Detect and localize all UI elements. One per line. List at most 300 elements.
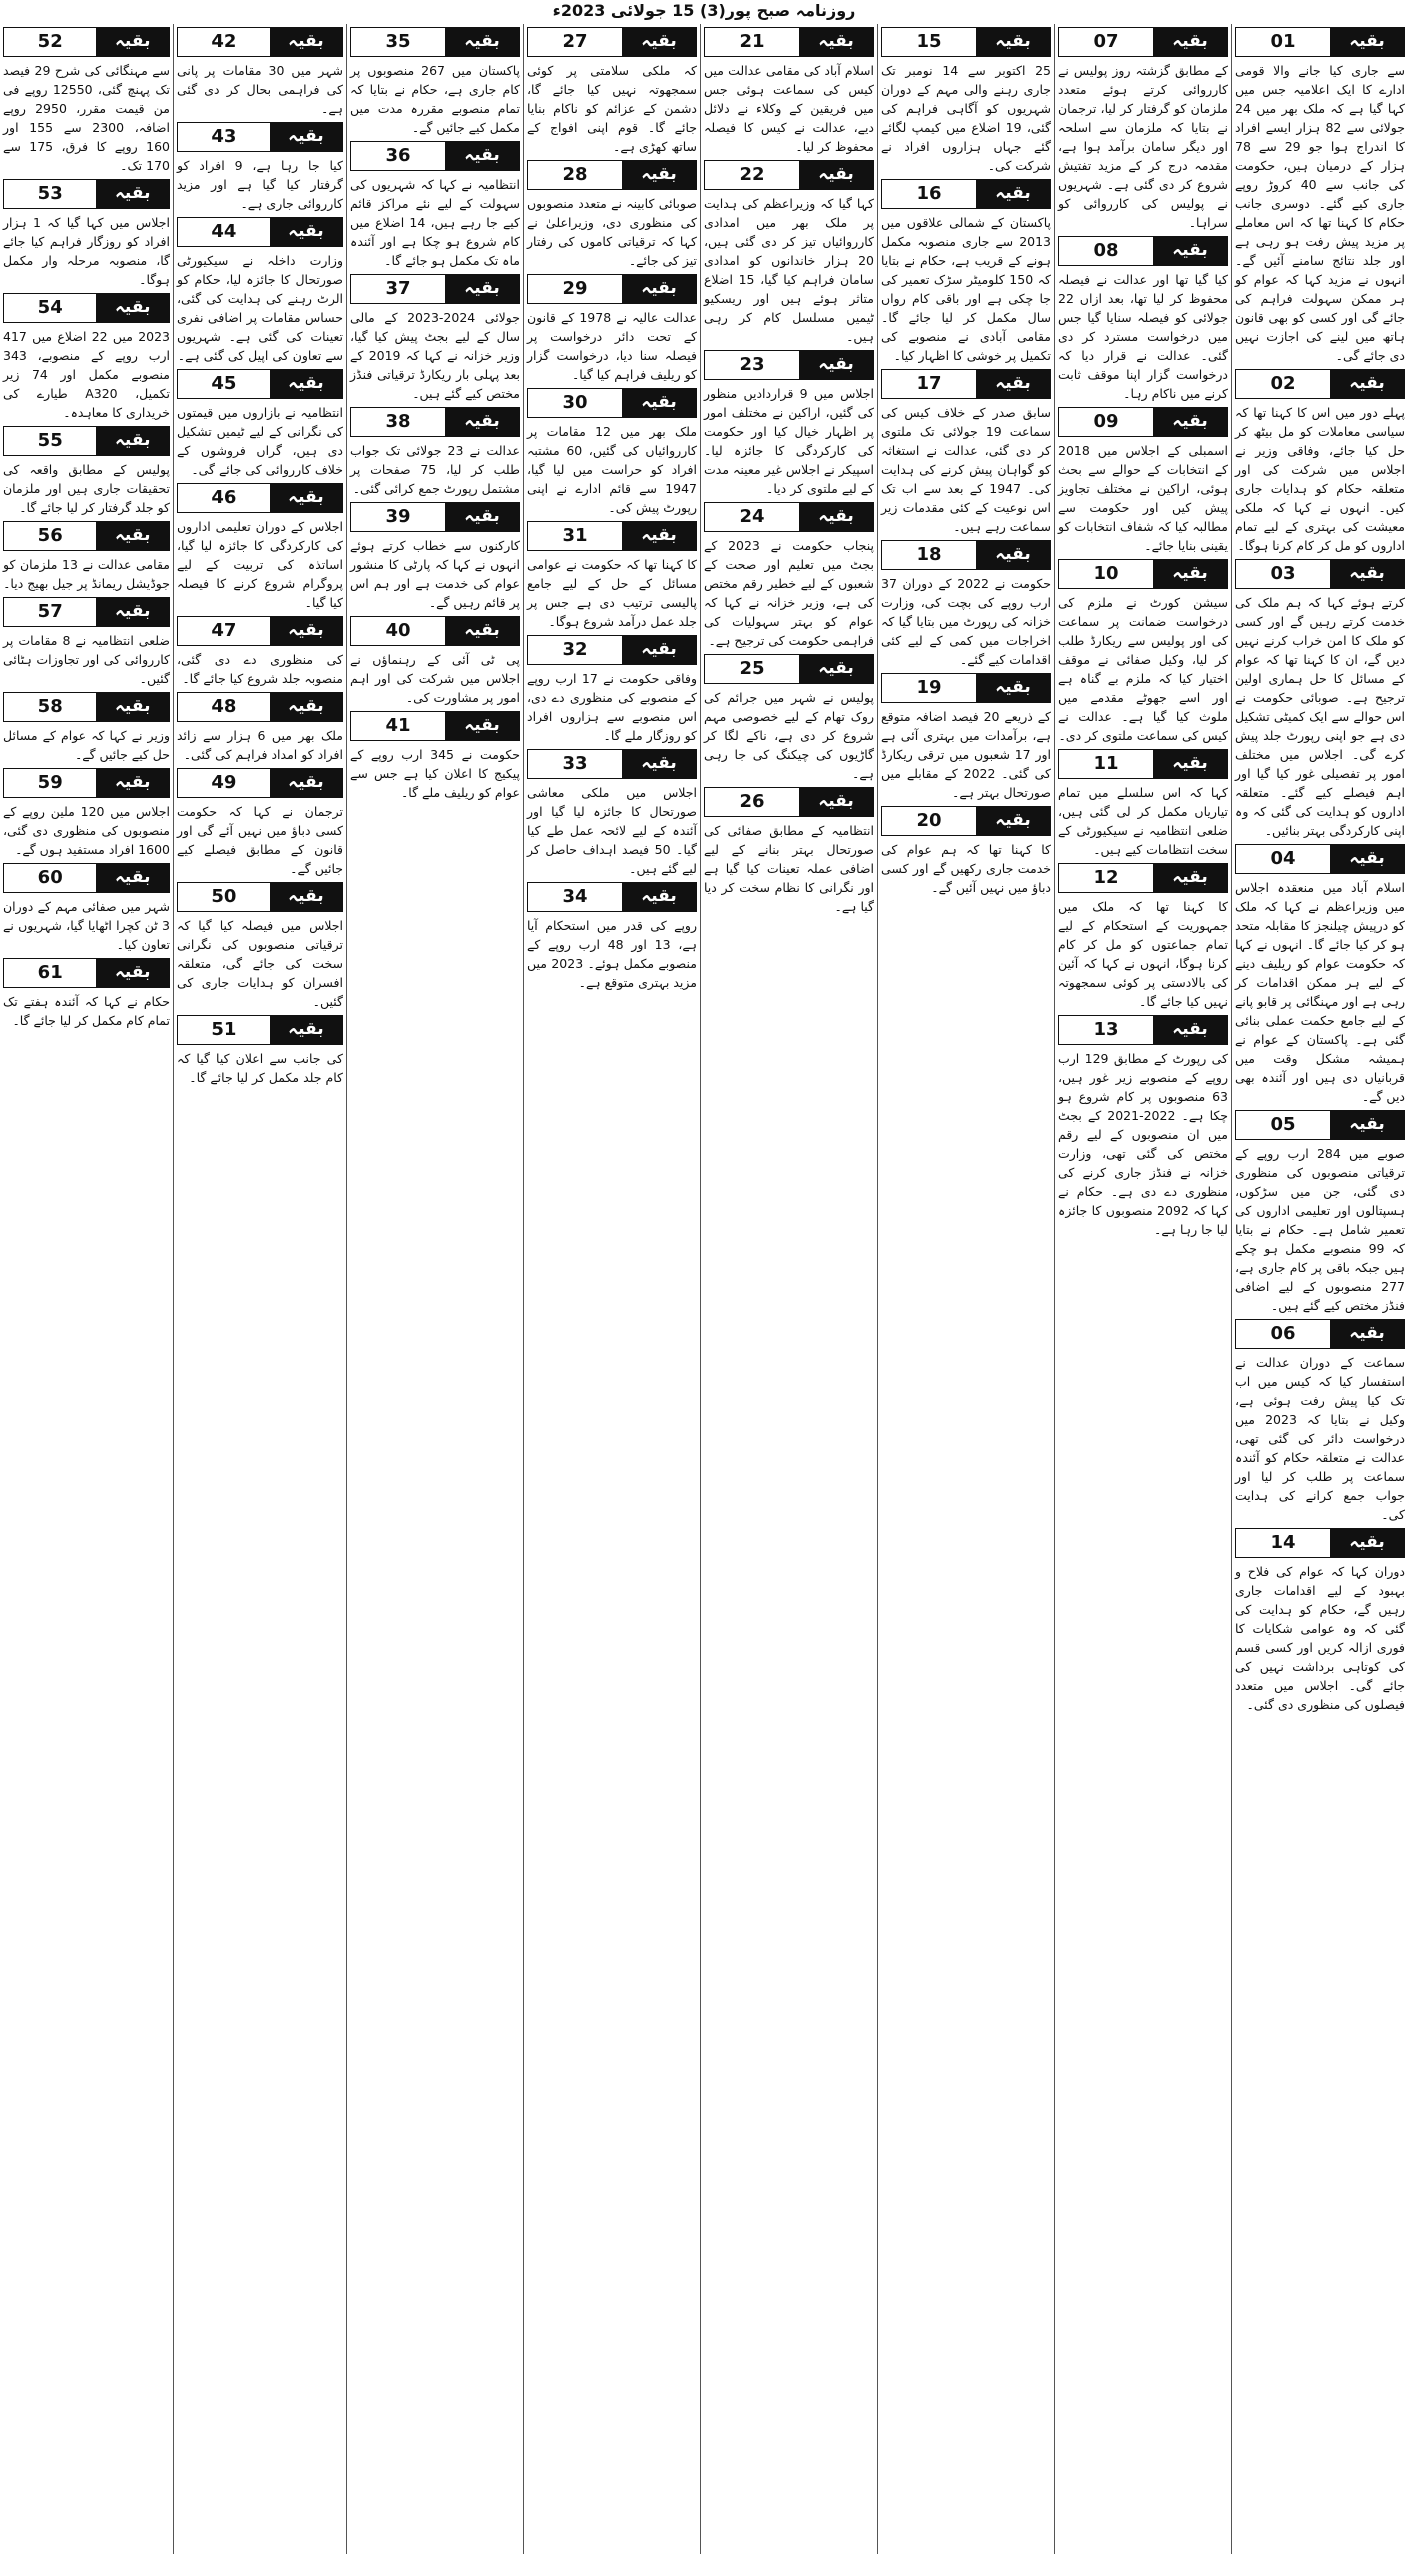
- continuation-text: ملک بھر میں 12 مقامات پر کارروائیاں کی گئیں، 60 مشتبہ افراد کو حراست میں لیا گیا، 1947 سے قائم ادارے نے اپنی رپورٹ پیش کی۔: [527, 424, 698, 515]
- column-7: [174, 24, 346, 2554]
- continuation-label: بقیہ: [96, 180, 169, 208]
- continuation-item: [3, 863, 170, 954]
- continuation-badge: [527, 635, 697, 665]
- continuation-item: [177, 1015, 343, 1087]
- continuation-badge: [3, 27, 170, 57]
- continuation-badge: [1058, 559, 1228, 589]
- continuation-label: بقیہ: [445, 617, 519, 645]
- continuation-badge: [1235, 559, 1405, 589]
- continuation-text: اجلاس میں 120 ملین روپے کے منصوبوں کی منظوری دی گئی، 1600 افراد مستفید ہوں گے۔: [3, 804, 170, 857]
- continuation-text: پنجاب حکومت نے 2023 کے بجٹ میں تعلیم اور صحت کے شعبوں کے لیے خطیر رقم مختص کی ہے، وزیر خزانہ نے کہا کہ عوام کو بہتر سہولیات کی فراہمی حکومت کی ترجیح ہے۔: [704, 538, 874, 648]
- continuation-text: حکومت نے 345 ارب روپے کے پیکیج کا اعلان کیا ہے جس سے عوام کو ریلیف ملے گا۔: [350, 747, 520, 800]
- continuation-number: 10: [1059, 560, 1153, 588]
- continuation-label: بقیہ: [799, 503, 873, 531]
- column-divider: [523, 24, 524, 2554]
- continuation-number: 11: [1059, 750, 1153, 778]
- continuation-text: پہلے دور میں اس کا کہنا تھا کہ سیاسی معاملات کو مل بیٹھ کر حل کیا جائے، وفاقی وزیر نے اجلاس میں شرکت کی اور متعلقہ حکام کو ہدایات جاری کیں۔ انہوں نے کہا کہ ملکی معیشت کی بہتری کے لیے تمام اداروں کو مل کر کام کرنا ہوگا۔: [1235, 405, 1405, 553]
- continuation-text: کے ذریعے 20 فیصد اضافہ متوقع ہے، برآمدات میں بہتری آئی ہے اور 17 شعبوں میں ترقی ریکارڈ کی گئی۔ 2022 کے مقابلے میں صورتحال بہتر ہے۔: [881, 709, 1051, 800]
- continuation-label: بقیہ: [976, 370, 1050, 398]
- continuation-text: پاکستان کے شمالی علاقوں میں 2013 سے جاری منصوبہ مکمل ہونے کے قریب ہے، حکام نے بتایا کہ 150 کلومیٹر سڑک تعمیر کی جا چکی ہے اور باقی کام رواں سال مکمل کر لیا جائے گا۔ مقامی آبادی نے منصوبے کی تکمیل پر خوشی کا اظہار کیا۔: [881, 215, 1051, 363]
- continuation-number: 28: [528, 161, 622, 189]
- continuation-item: [1235, 1319, 1405, 1524]
- continuation-number: 39: [351, 503, 445, 531]
- continuation-text: شہر میں صفائی مہم کے دوران 3 ٹن کچرا اٹھایا گیا، شہریوں نے تعاون کیا۔: [3, 899, 170, 952]
- continuation-label: بقیہ: [622, 389, 696, 417]
- continuation-badge: [527, 749, 697, 779]
- continuation-number: 45: [178, 370, 270, 398]
- continuation-label: بقیہ: [445, 503, 519, 531]
- continuation-label: بقیہ: [622, 636, 696, 664]
- continuation-text: ملک بھر میں 6 ہزار سے زائد افراد کو امداد فراہم کی گئی۔: [177, 728, 344, 762]
- continuation-badge: [177, 616, 343, 646]
- column-3: [878, 24, 1054, 2554]
- continuation-badge: [350, 274, 520, 304]
- continuation-text: کا کہنا تھا کہ ملک میں جمہوریت کے استحکام کے لیے تمام جماعتوں کو مل کر کام کرنا ہوگا، انہوں نے کہا کہ آئین کی بالادستی پر کوئی سمجھوتہ نہیں کیا جائے گا۔: [1058, 899, 1228, 1009]
- continuation-number: 61: [4, 959, 96, 987]
- continuation-label: بقیہ: [1153, 1016, 1227, 1044]
- continuation-label: بقیہ: [96, 598, 169, 626]
- continuation-label: بقیہ: [445, 408, 519, 436]
- continuation-item: [350, 407, 520, 498]
- continuation-label: بقیہ: [96, 28, 169, 56]
- column-divider: [1054, 24, 1055, 2554]
- continuation-number: 48: [178, 693, 270, 721]
- continuation-number: 58: [4, 693, 96, 721]
- continuation-number: 02: [1236, 370, 1330, 398]
- continuation-badge: [527, 521, 697, 551]
- continuation-item: [527, 274, 697, 384]
- continuation-label: بقیہ: [622, 522, 696, 550]
- continuation-text: کارکنوں سے خطاب کرتے ہوئے انہوں نے کہا کہ پارٹی کا منشور عوام کی خدمت ہے اور ہم اس پر قائم رہیں گے۔: [350, 538, 520, 610]
- continuation-label: بقیہ: [270, 1016, 342, 1044]
- continuation-label: بقیہ: [622, 750, 696, 778]
- continuation-text: کرتے ہوئے کہا کہ ہم ملک کی خدمت کرتے رہیں گے اور کسی کو ملک کا امن خراب کرنے نہیں دیں گے، ان کا کہنا تھا کہ عوام کے مسائل کا حل ہماری اولین ترجیح ہے۔ صوبائی حکومت نے اس حوالے سے ایک کمیٹی تشکیل دی ہے جو اپنی رپورٹ جلد پیش کرے گی۔ اجلاس میں مختلف امور پر تفصیلی غور کیا گیا اور اہم فیصلے کیے گئے۔ متعلقہ اداروں کو ہدایت کی گئی کہ وہ اپنی کارکردگی بہتر بنائیں۔: [1235, 595, 1405, 838]
- continuation-number: 41: [351, 712, 445, 740]
- continuation-label: بقیہ: [270, 769, 342, 797]
- continuation-item: [177, 882, 343, 1011]
- continuation-text: اجلاس میں ملکی معاشی صورتحال کا جائزہ لیا گیا اور آئندہ کے لیے لائحہ عمل طے کیا گیا۔ 50 فیصد اہداف حاصل کر لیے گئے ہیں۔: [527, 785, 697, 876]
- continuation-number: 36: [351, 142, 445, 170]
- continuation-item: [350, 27, 520, 137]
- continuation-text: جولائی 2024-2023 کے مالی سال کے لیے بجٹ پیش کیا گیا، وزیر خزانہ نے کہا کہ 2019 کے بعد پہلی بار ریکارڈ ترقیاتی فنڈز مختص کیے گئے ہیں۔: [350, 310, 521, 401]
- continuation-text: اجلاس میں 9 قراردادیں منظور کی گئیں، اراکین نے مختلف امور پر اظہار خیال کیا اور حکومت کی کارکردگی کا جائزہ لیا۔ اسپیکر نے اجلاس غیر معینہ مدت کے لیے ملتوی کر دیا۔: [704, 386, 874, 496]
- continuation-label: بقیہ: [622, 275, 696, 303]
- continuation-text: سے جاری کیا جانے والا قومی ادارے کا ایک اعلامیہ جس میں کہا گیا ہے کہ ملک بھر میں 24 جولائی سے 82 ہزار ایسے افراد کا اندراج ہوا جو 29 سے 78 ہزار کے درمیان ہیں، حکومت کی جانب سے 40 کروڑ روپے جاری کیے گئے۔ دوسری جانب حکام کا کہنا تھا کہ اس معاملے پر مزید پیش رفت ہو رہی ہے اور جلد نتائج سامنے آئیں گے۔ انہوں نے مزید کہا کہ عوام کو ہر ممکن سہولت فراہم کی جائے گی اور کسی کو بھی قانون ہاتھ میں لینے کی اجازت نہیں دی جائے گی۔: [1235, 63, 1405, 363]
- continuation-text: حکومت نے 2022 کے دوران 37 ارب روپے کی بچت کی، وزارت خزانہ کی رپورٹ میں بتایا گیا کہ اخراجات میں کمی کے لیے کئی اقدامات کیے گئے۔: [881, 576, 1051, 667]
- continuation-text: سے مہنگائی کی شرح 29 فیصد تک پہنچ گئی، 12550 روپے فی من قیمت مقرر، 2950 روپے اضافہ، 2300 سے 155 اور 160 روپے کا فرق، 175 سے 170 تک۔: [3, 63, 171, 173]
- continuation-text: سماعت کے دوران عدالت نے استفسار کیا کہ کیس میں اب تک کیا پیش رفت ہوئی ہے، وکیل نے بتایا کہ 2023 میں درخواست دائر کی گئی تھی، عدالت نے متعلقہ حکام کو آئندہ سماعت پر طلب کر لیا اور جواب جمع کرانے کی ہدایت کی۔: [1235, 1355, 1405, 1522]
- continuation-item: [177, 692, 343, 764]
- continuation-item: [527, 388, 697, 517]
- continuation-label: بقیہ: [445, 275, 519, 303]
- column-divider: [346, 24, 347, 2554]
- continuation-item: [3, 768, 170, 859]
- column-divider: [1231, 24, 1232, 2554]
- continuation-badge: [704, 654, 874, 684]
- continuation-label: بقیہ: [1330, 370, 1404, 398]
- continuation-label: بقیہ: [1153, 750, 1227, 778]
- continuation-item: [1235, 369, 1405, 555]
- column-8: [0, 24, 173, 2554]
- continuation-item: [704, 787, 874, 916]
- continuation-item: [881, 540, 1051, 669]
- continuation-text: مقامی عدالت نے 13 ملزمان کو جوڈیشل ریمانڈ پر جیل بھیج دیا۔: [3, 557, 170, 591]
- continuation-label: بقیہ: [976, 541, 1050, 569]
- continuation-item: [3, 597, 170, 688]
- continuation-badge: [350, 141, 520, 171]
- continuation-number: 05: [1236, 1111, 1330, 1139]
- column-4: [701, 24, 877, 2554]
- continuation-badge: [1235, 1528, 1405, 1558]
- continuation-number: 42: [178, 28, 270, 56]
- continuation-item: [1058, 863, 1228, 1011]
- continuation-badge: [527, 882, 697, 912]
- continuation-number: 51: [178, 1016, 270, 1044]
- continuation-badge: [177, 882, 343, 912]
- continuation-label: بقیہ: [96, 522, 169, 550]
- continuation-label: بقیہ: [799, 161, 873, 189]
- continuation-text: اسلام آباد میں منعقدہ اجلاس میں وزیراعظم نے کہا کہ ملک کو درپیش چیلنجز کا مقابلہ متحد ہو کر کیا جائے گا۔ انہوں نے کہا کہ حکومت عوام کو ریلیف دینے کے لیے ہر ممکن اقدامات کر رہی ہے اور مہنگائی پر قابو پانے کے لیے جامع حکمت عملی بنائی گئی ہے۔ پاکستان کے عوام نے ہمیشہ مشکل وقت میں قربانیاں دی ہیں اور آئندہ بھی دیں گے۔: [1235, 880, 1405, 1104]
- column-2: [1055, 24, 1231, 2554]
- continuation-number: 26: [705, 788, 799, 816]
- continuation-text: ضلعی انتظامیہ نے 8 مقامات پر کارروائی کی اور تجاوزات ہٹائی گئیں۔: [3, 633, 170, 686]
- continuation-label: بقیہ: [1153, 864, 1227, 892]
- continuation-badge: [3, 958, 170, 988]
- continuation-item: [350, 616, 520, 707]
- continuation-text: کیا گیا تھا اور عدالت نے فیصلہ محفوظ کر لیا تھا، بعد ازاں 22 جولائی کو فیصلہ سنایا گیا جس میں درخواست مسترد کر دی گئی۔ عدالت نے قرار دیا کہ درخواست گزار اپنا موقف ثابت کرنے میں ناکام رہا۔: [1058, 272, 1228, 401]
- continuation-number: 04: [1236, 845, 1330, 873]
- continuation-text: اسلام آباد کی مقامی عدالت میں کیس کی سماعت ہوئی جس میں فریقین کے وکلاء نے دلائل دیے، عدالت نے کیس کا فیصلہ محفوظ کر لیا۔: [704, 63, 874, 154]
- continuation-label: بقیہ: [270, 218, 342, 246]
- continuation-number: 07: [1059, 28, 1153, 56]
- continuation-label: بقیہ: [1330, 1320, 1404, 1348]
- continuation-label: بقیہ: [976, 807, 1050, 835]
- continuation-item: [1058, 407, 1228, 555]
- continuation-label: بقیہ: [1153, 560, 1227, 588]
- continuation-number: 34: [528, 883, 622, 911]
- continuation-label: بقیہ: [270, 484, 342, 512]
- continuation-text: صوبے میں 284 ارب روپے کے ترقیاتی منصوبوں کی منظوری دی گئی، جن میں سڑکوں، ہسپتالوں اور تعلیمی اداروں کی تعمیر شامل ہے۔ حکام نے بتایا کہ 99 منصوبے مکمل ہو چکے ہیں جبکہ باقی پر کام جاری ہے، 277 منصوبوں کے لیے اضافی فنڈز مختص کیے گئے ہیں۔: [1235, 1146, 1406, 1313]
- continuation-text: کہ ملکی سلامتی پر کوئی سمجھوتہ نہیں کیا جائے گا، دشمن کے عزائم کو ناکام بنایا جائے گا۔ قوم اپنی افواج کے ساتھ کھڑی ہے۔: [527, 63, 697, 154]
- continuation-badge: [1235, 1319, 1405, 1349]
- continuation-item: [527, 521, 697, 631]
- continuation-number: 06: [1236, 1320, 1330, 1348]
- continuation-text: پولیس کے مطابق واقعہ کی تحقیقات جاری ہیں اور ملزمان کو جلد گرفتار کر لیا جائے گا۔: [3, 462, 170, 515]
- continuation-badge: [177, 122, 343, 152]
- continuation-item: [177, 483, 343, 612]
- continuation-number: 18: [882, 541, 976, 569]
- continuation-badge: [881, 27, 1051, 57]
- continuation-label: بقیہ: [96, 959, 169, 987]
- continuation-text: سابق صدر کے خلاف کیس کی سماعت 19 جولائی تک ملتوی کر دی گئی، عدالت نے استغاثہ کو گواہان پیش کرنے کی ہدایت کی۔ 1947 کے بعد سے اب تک اس نوعیت کے کئی مقدمات زیر سماعت رہے ہیں۔: [881, 405, 1051, 534]
- continuation-label: بقیہ: [96, 769, 169, 797]
- continuation-number: 30: [528, 389, 622, 417]
- continuation-item: [350, 141, 520, 270]
- continuation-item: [1235, 1528, 1405, 1714]
- continuation-item: [527, 27, 697, 156]
- continuation-item: [350, 502, 520, 612]
- continuation-number: 40: [351, 617, 445, 645]
- continuation-number: 03: [1236, 560, 1330, 588]
- continuation-item: [704, 27, 874, 156]
- continuation-item: [177, 616, 343, 688]
- continuation-badge: [704, 160, 874, 190]
- continuation-label: بقیہ: [270, 693, 342, 721]
- continuation-item: [1058, 749, 1228, 859]
- continuation-item: [3, 521, 170, 593]
- continuation-badge: [1058, 236, 1228, 266]
- continuation-item: [177, 768, 343, 878]
- continuation-badge: [881, 806, 1051, 836]
- continuation-number: 22: [705, 161, 799, 189]
- continuation-badge: [350, 711, 520, 741]
- continuation-badge: [3, 597, 170, 627]
- continuation-label: بقیہ: [96, 294, 169, 322]
- continuation-text: وزارت داخلہ نے سیکیورٹی صورتحال کا جائزہ لیا، حکام کو الرٹ رہنے کی ہدایت کی گئی، حساس مقامات پر اضافی نفری تعینات کی گئی ہے۔ شہریوں سے تعاون کی اپیل کی گئی ہے۔: [177, 253, 343, 363]
- continuation-text: انتظامیہ نے بازاروں میں قیمتوں کی نگرانی کے لیے ٹیمیں تشکیل دی ہیں، گراں فروشوں کے خلاف کارروائی کی جائے گی۔: [177, 405, 343, 477]
- continuation-number: 15: [882, 28, 976, 56]
- continuation-label: بقیہ: [270, 370, 342, 398]
- continuation-item: [704, 502, 874, 650]
- continuation-label: بقیہ: [445, 142, 519, 170]
- continuation-label: بقیہ: [96, 427, 169, 455]
- continuation-number: 29: [528, 275, 622, 303]
- continuation-badge: [527, 160, 697, 190]
- continuation-text: 25 اکتوبر سے 14 نومبر تک جاری رہنے والی مہم کے دوران شہریوں کو آگاہی فراہم کی گئی، 19 اضلاع میں کیمپ لگائے گئے جہاں ہزاروں افراد نے شرکت کی۔: [881, 63, 1051, 173]
- continuation-text: صوبائی کابینہ نے متعدد منصوبوں کی منظوری دی، وزیراعلیٰ نے کہا کہ ترقیاتی کاموں کی رفتار تیز کی جائے۔: [527, 196, 697, 268]
- continuation-badge: [177, 27, 343, 57]
- continuation-label: بقیہ: [1330, 1111, 1404, 1139]
- continuation-item: [177, 217, 343, 365]
- continuation-badge: [881, 179, 1051, 209]
- continuation-number: 16: [882, 180, 976, 208]
- continuation-label: بقیہ: [270, 28, 342, 56]
- continuation-badge: [881, 540, 1051, 570]
- continuation-text: انتظامیہ کے مطابق صفائی کی صورتحال بہتر بنانے کے لیے اضافی عملہ تعینات کیا گیا ہے اور نگرانی کا نظام سخت کر دیا گیا ہے۔: [704, 823, 874, 914]
- continuation-label: بقیہ: [799, 788, 873, 816]
- continuation-label: بقیہ: [1153, 237, 1227, 265]
- continuation-item: [704, 654, 874, 783]
- continuation-badge: [1058, 1015, 1228, 1045]
- continuation-text: کی منظوری دے دی گئی، منصوبہ جلد شروع کیا جائے گا۔: [177, 652, 343, 686]
- continuation-badge: [3, 692, 170, 722]
- continuation-badge: [3, 293, 170, 323]
- continuation-label: بقیہ: [1153, 408, 1227, 436]
- continuation-item: [350, 274, 520, 403]
- continuation-badge: [1235, 369, 1405, 399]
- continuation-number: 14: [1236, 1529, 1330, 1557]
- continuation-number: 24: [705, 503, 799, 531]
- continuation-label: بقیہ: [622, 28, 696, 56]
- continuation-badge: [704, 27, 874, 57]
- continuation-badge: [1058, 407, 1228, 437]
- continuation-label: بقیہ: [799, 351, 873, 379]
- continuation-item: [881, 179, 1051, 365]
- continuation-text: حکام نے کہا کہ آئندہ ہفتے تک تمام کام مکمل کر لیا جائے گا۔: [3, 994, 170, 1028]
- continuation-number: 35: [351, 28, 445, 56]
- continuation-label: بقیہ: [1153, 28, 1227, 56]
- continuation-badge: [3, 179, 170, 209]
- continuation-label: بقیہ: [976, 674, 1050, 702]
- continuation-badge: [704, 787, 874, 817]
- continuation-item: [177, 369, 343, 479]
- continuation-item: [350, 711, 520, 802]
- continuation-item: [704, 350, 874, 498]
- continuation-number: 38: [351, 408, 445, 436]
- continuation-item: [881, 369, 1051, 536]
- continuation-number: 13: [1059, 1016, 1153, 1044]
- column-1: [1232, 24, 1408, 2554]
- continuation-number: 55: [4, 427, 96, 455]
- continuation-text: وفاقی حکومت نے 17 ارب روپے کے منصوبے کی منظوری دے دی، اس منصوبے سے ہزاروں افراد کو روزگار ملے گا۔: [527, 671, 697, 743]
- continuation-number: 44: [178, 218, 270, 246]
- continuation-text: کا کہنا تھا کہ ہم عوام کی خدمت جاری رکھیں گے اور کسی دباؤ میں نہیں آئیں گے۔: [881, 842, 1051, 895]
- continuation-item: [3, 958, 170, 1030]
- continuation-label: بقیہ: [270, 123, 342, 151]
- continuation-badge: [177, 692, 343, 722]
- continuation-item: [704, 160, 874, 346]
- continuation-text: کہا کہ اس سلسلے میں تمام تیاریاں مکمل کر لی گئی ہیں، ضلعی انتظامیہ نے سیکیورٹی کے سخت انتظامات کیے ہیں۔: [1058, 785, 1228, 857]
- continuation-item: [1058, 1015, 1228, 1239]
- continuation-item: [1235, 27, 1405, 365]
- continuation-text: پی ٹی آئی کے رہنماؤں نے اجلاس میں شرکت کی اور اہم امور پر مشاورت کی۔: [350, 652, 520, 705]
- continuation-item: [1235, 844, 1405, 1106]
- continuation-number: 37: [351, 275, 445, 303]
- continuation-badge: [881, 369, 1051, 399]
- continuation-text: اجلاس کے دوران تعلیمی اداروں کی کارکردگی کا جائزہ لیا گیا، اساتذہ کی تربیت کے لیے پروگرام شروع کرنے کا فیصلہ کیا گیا۔: [177, 519, 343, 610]
- continuation-item: [1235, 559, 1405, 840]
- continuation-item: [1058, 236, 1228, 403]
- continuation-number: 27: [528, 28, 622, 56]
- continuation-text: عدالت نے 23 جولائی تک جواب طلب کر لیا، 75 صفحات پر مشتمل رپورٹ جمع کرائی گئی۔: [350, 443, 520, 496]
- continuation-item: [3, 27, 170, 175]
- continuation-number: 25: [705, 655, 799, 683]
- continuation-badge: [350, 616, 520, 646]
- continuation-number: 12: [1059, 864, 1153, 892]
- continuation-label: بقیہ: [622, 161, 696, 189]
- continuation-label: بقیہ: [1330, 560, 1404, 588]
- continuation-badge: [527, 388, 697, 418]
- continuation-badge: [350, 407, 520, 437]
- continuation-item: [527, 635, 697, 745]
- continuation-label: بقیہ: [1330, 845, 1404, 873]
- continuation-number: 49: [178, 769, 270, 797]
- continuation-number: 31: [528, 522, 622, 550]
- continuation-badge: [3, 768, 170, 798]
- continuation-text: کہا گیا کہ وزیراعظم کی ہدایت پر ملک بھر میں امدادی کارروائیاں تیز کر دی گئی ہیں، 20 ہزار خاندانوں کو امدادی سامان فراہم کیا گیا، 15 اضلاع متاثر ہوئے ہیں اور ریسکیو ٹیمیں مسلسل کام کر رہی ہیں۔: [704, 196, 874, 344]
- continuation-badge: [1058, 749, 1228, 779]
- continuation-number: 57: [4, 598, 96, 626]
- continuation-item: [881, 806, 1051, 897]
- continuation-item: [881, 673, 1051, 802]
- continuation-text: روپے کی قدر میں استحکام آیا ہے، 13 اور 48 ارب روپے کے منصوبے مکمل ہوئے۔ 2023 میں مزید بہتری متوقع ہے۔: [527, 918, 697, 990]
- continuation-badge: [1058, 863, 1228, 893]
- continuation-label: بقیہ: [1330, 28, 1404, 56]
- continuation-badge: [3, 521, 170, 551]
- continuation-number: 20: [882, 807, 976, 835]
- continuation-text: دوران کہا کہ عوام کی فلاح و بہبود کے لیے اقدامات جاری رہیں گے، حکام کو ہدایت کی گئی کہ وہ عوامی شکایات کا فوری ازالہ کریں اور کسی قسم کی کوتاہی برداشت نہیں کی جائے گی۔ اجلاس میں متعدد فیصلوں کی منظوری دی گئی۔: [1235, 1564, 1405, 1712]
- continuation-badge: [177, 369, 343, 399]
- continuation-number: 47: [178, 617, 270, 645]
- continuation-text: 2023 میں 22 اضلاع میں 417 ارب روپے کے منصوبے، 343 منصوبے مکمل اور 74 زیر تکمیل، A320 طیارے کی خریداری کا معاہدہ۔: [3, 329, 170, 420]
- continuation-label: بقیہ: [96, 693, 169, 721]
- continuation-number: 17: [882, 370, 976, 398]
- continuation-badge: [881, 673, 1051, 703]
- column-6: [347, 24, 523, 2554]
- continuation-number: 46: [178, 484, 270, 512]
- continuation-badge: [177, 1015, 343, 1045]
- continuation-label: بقیہ: [799, 655, 873, 683]
- continuation-text: اجلاس میں فیصلہ کیا گیا کہ ترقیاتی منصوبوں کی نگرانی سخت کی جائے گی، متعلقہ افسران کو ہدایات جاری کی گئیں۔: [177, 918, 343, 1009]
- continuation-number: 21: [705, 28, 799, 56]
- continuation-badge: [527, 27, 697, 57]
- continuation-text: کیا جا رہا ہے، 9 افراد کو گرفتار کیا گیا ہے اور مزید کارروائی جاری ہے۔: [177, 158, 343, 211]
- continuation-number: 60: [4, 864, 96, 892]
- column-divider: [877, 24, 878, 2554]
- continuation-label: بقیہ: [445, 712, 519, 740]
- column-divider: [700, 24, 701, 2554]
- continuation-label: بقیہ: [270, 617, 342, 645]
- continuation-text: اجلاس میں کہا گیا کہ 1 ہزار افراد کو روزگار فراہم کیا جائے گا، منصوبہ مرحلہ وار مکمل ہوگا۔: [3, 215, 170, 287]
- continuation-text: پاکستان میں 267 منصوبوں پر کام جاری ہے، حکام نے بتایا کہ تمام منصوبے مقررہ مدت میں مکمل کیے جائیں گے۔: [350, 63, 520, 135]
- continuation-text: کی جانب سے اعلان کیا گیا کہ کام جلد مکمل کر لیا جائے گا۔: [177, 1051, 343, 1085]
- continuation-number: 33: [528, 750, 622, 778]
- column-divider: [173, 24, 174, 2554]
- continuation-number: 56: [4, 522, 96, 550]
- continuation-number: 50: [178, 883, 270, 911]
- continuation-text: انتظامیہ نے کہا کہ شہریوں کی سہولت کے لیے نئے مراکز قائم کیے جا رہے ہیں، 14 اضلاع میں کام شروع ہو چکا ہے اور آئندہ ماہ تک مکمل ہو جائے گا۔: [350, 177, 520, 268]
- continuation-badge: [704, 350, 874, 380]
- continuation-item: [3, 426, 170, 517]
- continuation-item: [881, 27, 1051, 175]
- continuation-number: 52: [4, 28, 96, 56]
- continuation-badge: [3, 426, 170, 456]
- continuation-number: 23: [705, 351, 799, 379]
- continuation-text: شہر میں 30 مقامات پر پانی کی فراہمی بحال کر دی گئی ہے۔: [177, 63, 343, 116]
- continuation-item: [177, 122, 343, 213]
- continuation-badge: [1235, 844, 1405, 874]
- continuation-badge: [177, 217, 343, 247]
- continuation-badge: [1235, 27, 1405, 57]
- continuation-badge: [350, 27, 520, 57]
- continuation-text: اسمبلی کے اجلاس میں 2018 کے انتخابات کے حوالے سے بحث ہوئی، اراکین نے مختلف تجاویز پیش کیں اور حکومت سے مطالبہ کیا کہ شفاف انتخابات کو یقینی بنایا جائے۔: [1058, 443, 1228, 553]
- continuation-number: 54: [4, 294, 96, 322]
- continuation-badge: [1058, 27, 1228, 57]
- continuation-text: کی رپورٹ کے مطابق 129 ارب روپے کے منصوبے زیر غور ہیں، 63 منصوبوں پر کام شروع ہو چکا ہے۔ 2022-2021 کے بجٹ میں ان منصوبوں کے لیے رقم مختص کی گئی تھی، وزارت خزانہ نے فنڈز جاری کرنے کی منظوری دے دی ہے۔ حکام نے کہا کہ 2092 منصوبوں کا جائزہ لیا جا رہا ہے۔: [1058, 1051, 1229, 1237]
- column-5: [524, 24, 700, 2554]
- continuation-badge: [527, 274, 697, 304]
- continuation-badge: [704, 502, 874, 532]
- continuation-number: 01: [1236, 28, 1330, 56]
- continuation-label: بقیہ: [799, 28, 873, 56]
- continuation-label: بقیہ: [270, 883, 342, 911]
- continuation-label: بقیہ: [622, 883, 696, 911]
- continuation-text: وزیر نے کہا کہ عوام کے مسائل حل کیے جائیں گے۔: [3, 728, 170, 762]
- page-header: روزنامہ صبح پور(3) 15 جولائی 2023ء: [552, 1, 856, 20]
- continuation-number: 59: [4, 769, 96, 797]
- continuation-text: ترجمان نے کہا کہ حکومت کسی دباؤ میں نہیں آئے گی اور قانون کے مطابق فیصلے کیے جائیں گے۔: [177, 804, 343, 876]
- continuation-label: بقیہ: [96, 864, 169, 892]
- continuation-item: [1235, 1110, 1405, 1315]
- continuation-label: بقیہ: [976, 28, 1050, 56]
- continuation-badge: [3, 863, 170, 893]
- continuation-label: بقیہ: [1330, 1529, 1404, 1557]
- continuation-label: بقیہ: [445, 28, 519, 56]
- continuation-item: [1058, 559, 1228, 745]
- continuation-number: 53: [4, 180, 96, 208]
- continuation-item: [3, 293, 170, 422]
- continuation-label: بقیہ: [976, 180, 1050, 208]
